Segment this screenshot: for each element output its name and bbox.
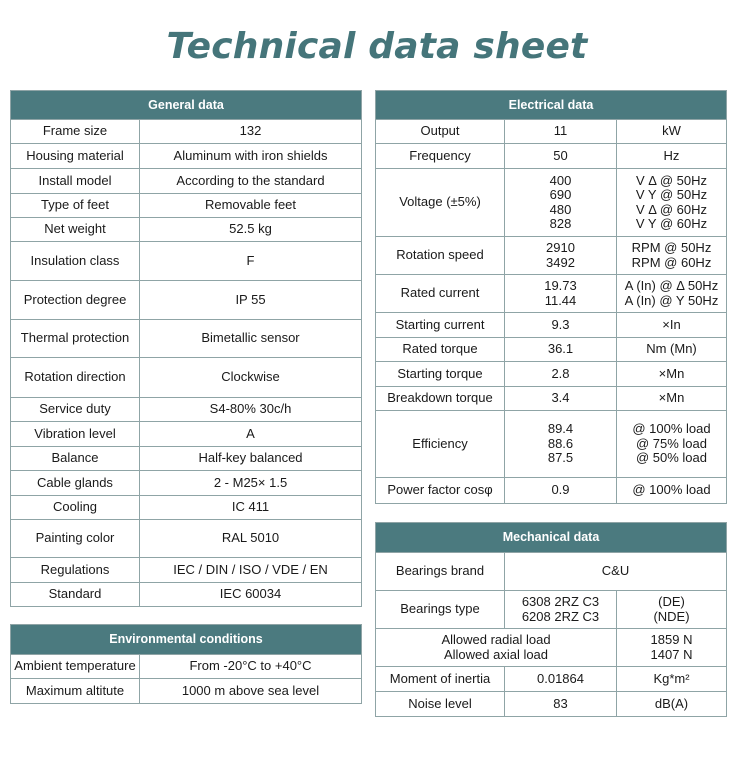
row-value: IEC 60034 bbox=[140, 583, 362, 607]
row-unit: (DE) bbox=[658, 594, 685, 609]
row-unit: Kg*m² bbox=[617, 667, 727, 692]
row-value: According to the standard bbox=[140, 169, 362, 194]
row-label: Rated torque bbox=[376, 338, 505, 362]
general-data-table bbox=[10, 90, 362, 607]
row-unit: Hz bbox=[617, 144, 727, 169]
row-values bbox=[505, 237, 617, 275]
row-value: Removable feet bbox=[140, 194, 362, 218]
row-label: Bearings brand bbox=[376, 553, 505, 591]
table-row bbox=[11, 358, 362, 398]
row-unit: V Y @ 60Hz bbox=[635, 216, 708, 231]
row-unit: ×Mn bbox=[617, 362, 727, 387]
row-label: Cable glands bbox=[11, 471, 140, 496]
row-label: Breakdown torque bbox=[376, 387, 505, 411]
row-unit: (NDE) bbox=[653, 608, 690, 624]
row-unit: V Δ @ 50Hz bbox=[635, 172, 708, 188]
row-value: 828 bbox=[549, 216, 572, 231]
table-row bbox=[376, 275, 727, 313]
row-unit: ×In bbox=[617, 313, 727, 338]
row-value: 88.6 bbox=[547, 435, 574, 451]
table-row bbox=[11, 242, 362, 281]
row-values bbox=[505, 411, 617, 478]
row-values bbox=[505, 169, 617, 237]
row-label: Starting current bbox=[376, 313, 505, 338]
row-unit: V Δ @ 60Hz bbox=[635, 201, 708, 217]
electrical-data-table bbox=[375, 90, 727, 504]
table-row bbox=[376, 144, 727, 169]
load-values bbox=[617, 629, 727, 667]
table-row bbox=[376, 120, 727, 144]
row-value: 480 bbox=[549, 201, 572, 217]
row-label: Service duty bbox=[11, 398, 140, 422]
row-value: 52.5 kg bbox=[140, 218, 362, 242]
row-value: RAL 5010 bbox=[140, 520, 362, 558]
row-value: F bbox=[140, 242, 362, 281]
table-row bbox=[376, 553, 727, 591]
load-labels bbox=[376, 629, 617, 667]
table-row bbox=[376, 591, 727, 629]
row-unit: ×Mn bbox=[617, 387, 727, 411]
row-unit: A (In) @ Y 50Hz bbox=[624, 292, 719, 308]
table-row bbox=[11, 655, 362, 679]
environmental-conditions-header: Environmental conditions bbox=[11, 625, 362, 655]
page-title: Technical data sheet bbox=[166, 26, 588, 67]
row-value: 3492 bbox=[546, 254, 575, 270]
row-label: Efficiency bbox=[376, 411, 505, 478]
row-label: Regulations bbox=[11, 558, 140, 583]
row-label: Housing material bbox=[11, 144, 140, 169]
table-row bbox=[376, 237, 727, 275]
table-row bbox=[376, 478, 727, 504]
row-value: S4-80% 30c/h bbox=[140, 398, 362, 422]
row-label: Ambient temperature bbox=[11, 655, 140, 679]
row-value: 11.44 bbox=[544, 292, 577, 308]
row-value: IP 55 bbox=[140, 281, 362, 320]
row-label: Protection degree bbox=[11, 281, 140, 320]
row-unit: A (In) @ Δ 50Hz bbox=[624, 278, 719, 293]
row-unit: RPM @ 50Hz bbox=[631, 240, 712, 255]
row-label: Maximum altitute bbox=[11, 679, 140, 704]
row-unit: @ 100% load bbox=[617, 478, 727, 504]
row-label: Net weight bbox=[11, 218, 140, 242]
table-row bbox=[376, 387, 727, 411]
row-label: Power factor cosφ bbox=[376, 478, 505, 504]
table-row bbox=[376, 362, 727, 387]
row-label: Painting color bbox=[11, 520, 140, 558]
row-value: 1000 m above sea level bbox=[140, 679, 362, 704]
row-value: 89.4 bbox=[547, 421, 574, 437]
row-value: Bimetallic sensor bbox=[140, 320, 362, 358]
table-row bbox=[11, 194, 362, 218]
row-value: Clockwise bbox=[140, 358, 362, 398]
row-value: 19.73 bbox=[544, 278, 577, 293]
row-label: Frequency bbox=[376, 144, 505, 169]
mechanical-data-table bbox=[375, 522, 727, 717]
row-value: 11 bbox=[505, 120, 617, 144]
row-value: 400 bbox=[549, 172, 572, 188]
mechanical-data-header: Mechanical data bbox=[376, 523, 727, 553]
row-value: Aluminum with iron shields bbox=[140, 144, 362, 169]
row-label: Thermal protection bbox=[11, 320, 140, 358]
table-row bbox=[11, 422, 362, 447]
row-value: A bbox=[140, 422, 362, 447]
row-units bbox=[617, 591, 727, 629]
table-row bbox=[11, 398, 362, 422]
table-row bbox=[11, 558, 362, 583]
row-units bbox=[617, 275, 727, 313]
table-row bbox=[11, 583, 362, 607]
row-unit: Nm (Mn) bbox=[617, 338, 727, 362]
table-row bbox=[376, 169, 727, 237]
row-label: Vibration level bbox=[11, 422, 140, 447]
table-row bbox=[11, 447, 362, 471]
row-label: Cooling bbox=[11, 496, 140, 520]
row-unit: @ 75% load bbox=[635, 435, 708, 451]
table-row bbox=[376, 338, 727, 362]
row-label: Frame size bbox=[11, 120, 140, 144]
row-label: Rotation speed bbox=[376, 237, 505, 275]
row-value: 0.9 bbox=[505, 478, 617, 504]
row-value: 2 - M25× 1.5 bbox=[140, 471, 362, 496]
row-label: Balance bbox=[11, 447, 140, 471]
row-value: IEC / DIN / ISO / VDE / EN bbox=[140, 558, 362, 583]
row-value: 9.3 bbox=[505, 313, 617, 338]
row-value: C&U bbox=[505, 553, 727, 591]
row-value: 132 bbox=[140, 120, 362, 144]
row-value: 50 bbox=[505, 144, 617, 169]
row-label: Voltage (±5%) bbox=[376, 169, 505, 237]
row-value: 87.5 bbox=[547, 450, 574, 466]
row-label: Starting torque bbox=[376, 362, 505, 387]
row-unit: RPM @ 60Hz bbox=[631, 254, 712, 270]
row-label: Allowed axial load bbox=[443, 646, 549, 662]
row-unit: kW bbox=[617, 120, 727, 144]
row-label: Rated current bbox=[376, 275, 505, 313]
table-row bbox=[11, 281, 362, 320]
row-label: Bearings type bbox=[376, 591, 505, 629]
table-row bbox=[11, 144, 362, 169]
table-row bbox=[11, 471, 362, 496]
row-value: 6308 2RZ C3 bbox=[521, 594, 600, 609]
row-label: Noise level bbox=[376, 692, 505, 717]
row-units bbox=[617, 411, 727, 478]
row-value: 2910 bbox=[546, 240, 575, 255]
row-value: 1407 N bbox=[650, 646, 693, 662]
row-units bbox=[617, 169, 727, 237]
table-row bbox=[11, 520, 362, 558]
table-row bbox=[11, 496, 362, 520]
row-label: Allowed radial load bbox=[441, 632, 551, 647]
row-unit: @ 100% load bbox=[632, 421, 711, 437]
row-value: 36.1 bbox=[505, 338, 617, 362]
row-label: Moment of inertia bbox=[376, 667, 505, 692]
table-row bbox=[376, 667, 727, 692]
row-unit: V Y @ 50Hz bbox=[635, 187, 708, 202]
row-label: Rotation direction bbox=[11, 358, 140, 398]
environmental-conditions-table bbox=[10, 624, 362, 704]
table-row bbox=[11, 169, 362, 194]
table-row bbox=[376, 629, 727, 667]
table-row bbox=[376, 411, 727, 478]
electrical-data-header: Electrical data bbox=[376, 91, 727, 120]
row-value: 83 bbox=[505, 692, 617, 717]
row-unit: dB(A) bbox=[617, 692, 727, 717]
table-row bbox=[11, 218, 362, 242]
table-row bbox=[376, 313, 727, 338]
row-unit: @ 50% load bbox=[635, 450, 708, 466]
row-value: Half-key balanced bbox=[140, 447, 362, 471]
row-value: IC 411 bbox=[140, 496, 362, 520]
row-value: 6208 2RZ C3 bbox=[521, 608, 600, 624]
table-row bbox=[11, 320, 362, 358]
row-label: Type of feet bbox=[11, 194, 140, 218]
table-row bbox=[376, 692, 727, 717]
row-value: 3.4 bbox=[505, 387, 617, 411]
row-value: 0.01864 bbox=[505, 667, 617, 692]
row-units bbox=[617, 237, 727, 275]
row-values bbox=[505, 591, 617, 629]
row-values bbox=[505, 275, 617, 313]
row-label: Insulation class bbox=[11, 242, 140, 281]
row-label: Install model bbox=[11, 169, 140, 194]
row-value: From -20°C to +40°C bbox=[140, 655, 362, 679]
table-row bbox=[11, 679, 362, 704]
row-value: 690 bbox=[549, 187, 572, 202]
table-row bbox=[11, 120, 362, 144]
row-label: Output bbox=[376, 120, 505, 144]
general-data-header: General data bbox=[11, 91, 362, 120]
row-value: 1859 N bbox=[650, 632, 693, 647]
row-label: Standard bbox=[11, 583, 140, 607]
row-value: 2.8 bbox=[505, 362, 617, 387]
